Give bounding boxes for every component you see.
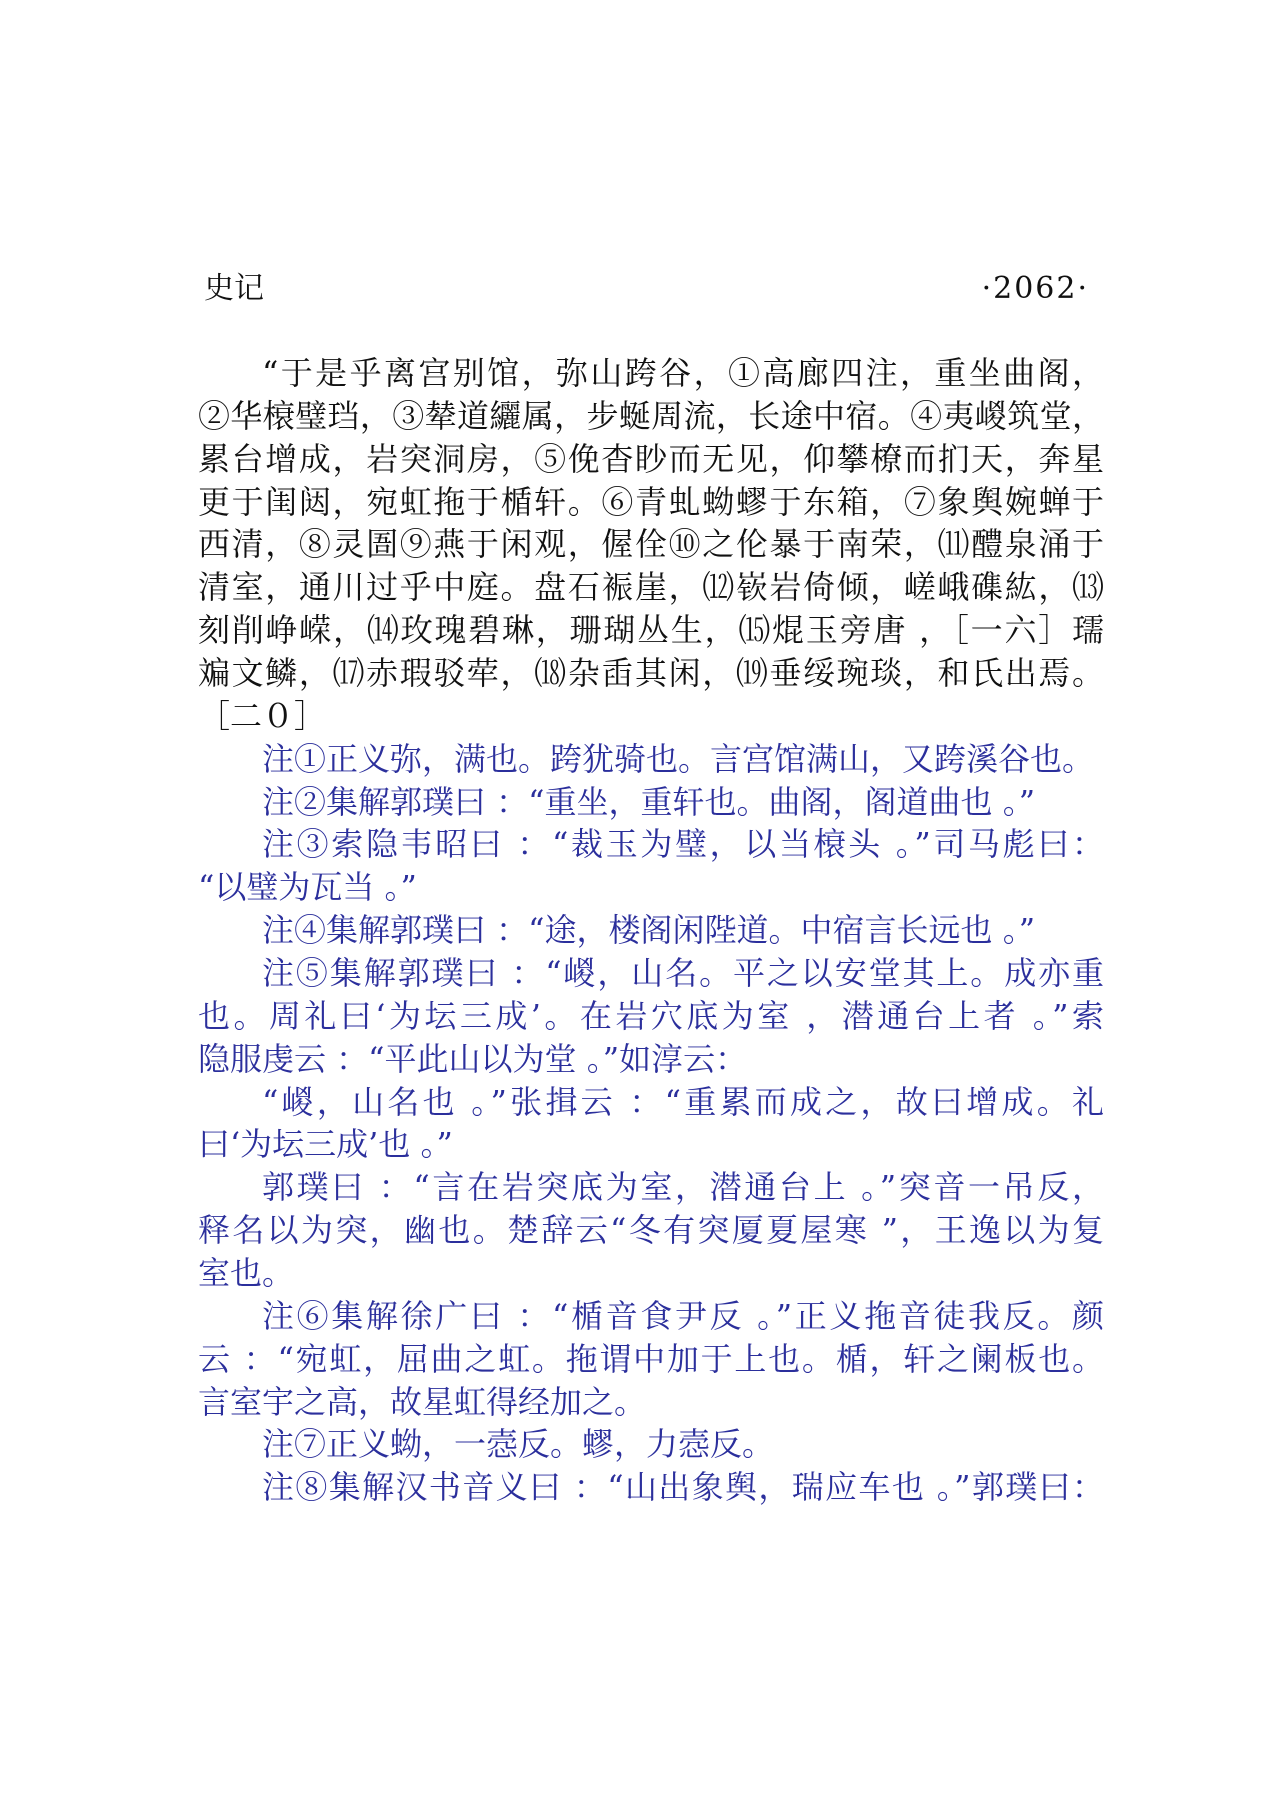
text-line: 西清，⑧灵圄⑨燕于闲观，偓佺⑩之伦暴于南荣，⑾醴泉涌于 [198,525,1104,564]
note-line: 注⑧集解汉书音义曰 ：“山出象舆，瑞应车也 。”郭璞曰： [262,1468,1104,1507]
note-line: 云 ：“宛虹，屈曲之虹。拖谓中加于上也。楯，轩之阑板也。 [198,1339,1104,1378]
main-text [198,352,1104,738]
note-line: 注⑦正义蚴，一悫反。蟉，力悫反。 [262,1425,775,1464]
note-line: 注②集解郭璞曰 ：“重坐，重轩也。曲阁，阁道曲也 。” [262,782,1036,821]
note-line: 隐服虔云 ：“平此山以为堂 。”如淳云： [198,1039,748,1078]
text-line: 刻削峥嵘，⒁玫瑰碧琳，珊瑚丛生，⒂焜玉旁唐 ，［一六］瓀 [198,611,1104,650]
text-line: ［二０］ [198,696,327,735]
text-line: 累台增成，岩突洞房，⑤俛杳眇而无见，仰攀橑而扪天，奔星 [198,439,1104,478]
text-line: 更于闺闼，宛虹拖于楯轩。⑥青虬蚴蟉于东箱，⑦象舆婉蝉于 [198,482,1104,521]
text-line: 斒文鳞，⒄赤瑕驳荦，⒅杂臿其闲，⒆垂绥琬琰，和氏出焉。 [198,654,1104,693]
note-line: 注⑤集解郭璞曰 ：“嵕，山名。平之以安堂其上。成亦重 [262,954,1104,993]
text-line: “于是乎离宫别馆，弥山跨谷，①高廊四注，重坐曲阁， [262,354,1104,392]
note-line: 注④集解郭璞曰 ：“途，楼阁闲陛道。中宿言长远也 。” [262,911,1036,950]
note-line: 郭璞曰 ：“言在岩突底为室，潜通台上 。”突音一吊反， [262,1168,1104,1207]
text-line: ②华榱璧珰，③辇道纚属，步蜒周流，长途中宿。④夷嵕筑堂， [198,396,1104,435]
book-title: 史记 [204,271,264,306]
note-line: 也。周礼曰‘为坛三成’。在岩穴底为室 ，潜通台上者 。”索 [198,996,1104,1035]
note-line: 注⑥集解徐广曰 ：“楯音食尹反 。”正义拖音徒我反。颜 [262,1296,1104,1335]
note-line: 注③索隐韦昭曰 ：“裁玉为璧，以当榱头 。”司马彪曰： [262,825,1104,864]
note-line: 曰‘为坛三成’也 。” [198,1125,453,1164]
page-number: ·2062· [981,271,1089,306]
text-line: 清室，通川过乎中庭。盘石裖崖，⑿嵚岩倚倾，嵯峨磼紘，⒀ [198,568,1104,607]
text-column [198,352,1104,1509]
note-line: 言室宇之高，故星虹得经加之。 [198,1382,647,1421]
note-line: “以璧为瓦当 。” [198,868,417,907]
notes [198,738,1104,1509]
note-line: 释名以为突，幽也。楚辞云“冬有突厦夏屋寒 ”，王逸以为复 [198,1211,1104,1250]
note-line: 室也。 [198,1254,295,1293]
running-header [204,267,1089,310]
note-line: 注①正义弥，满也。跨犹骑也。言宫馆满山，又跨溪谷也。 [262,739,1095,778]
note-line: “嵕，山名也 。”张揖云 ：“重累而成之，故曰增成。礼 [262,1082,1104,1121]
